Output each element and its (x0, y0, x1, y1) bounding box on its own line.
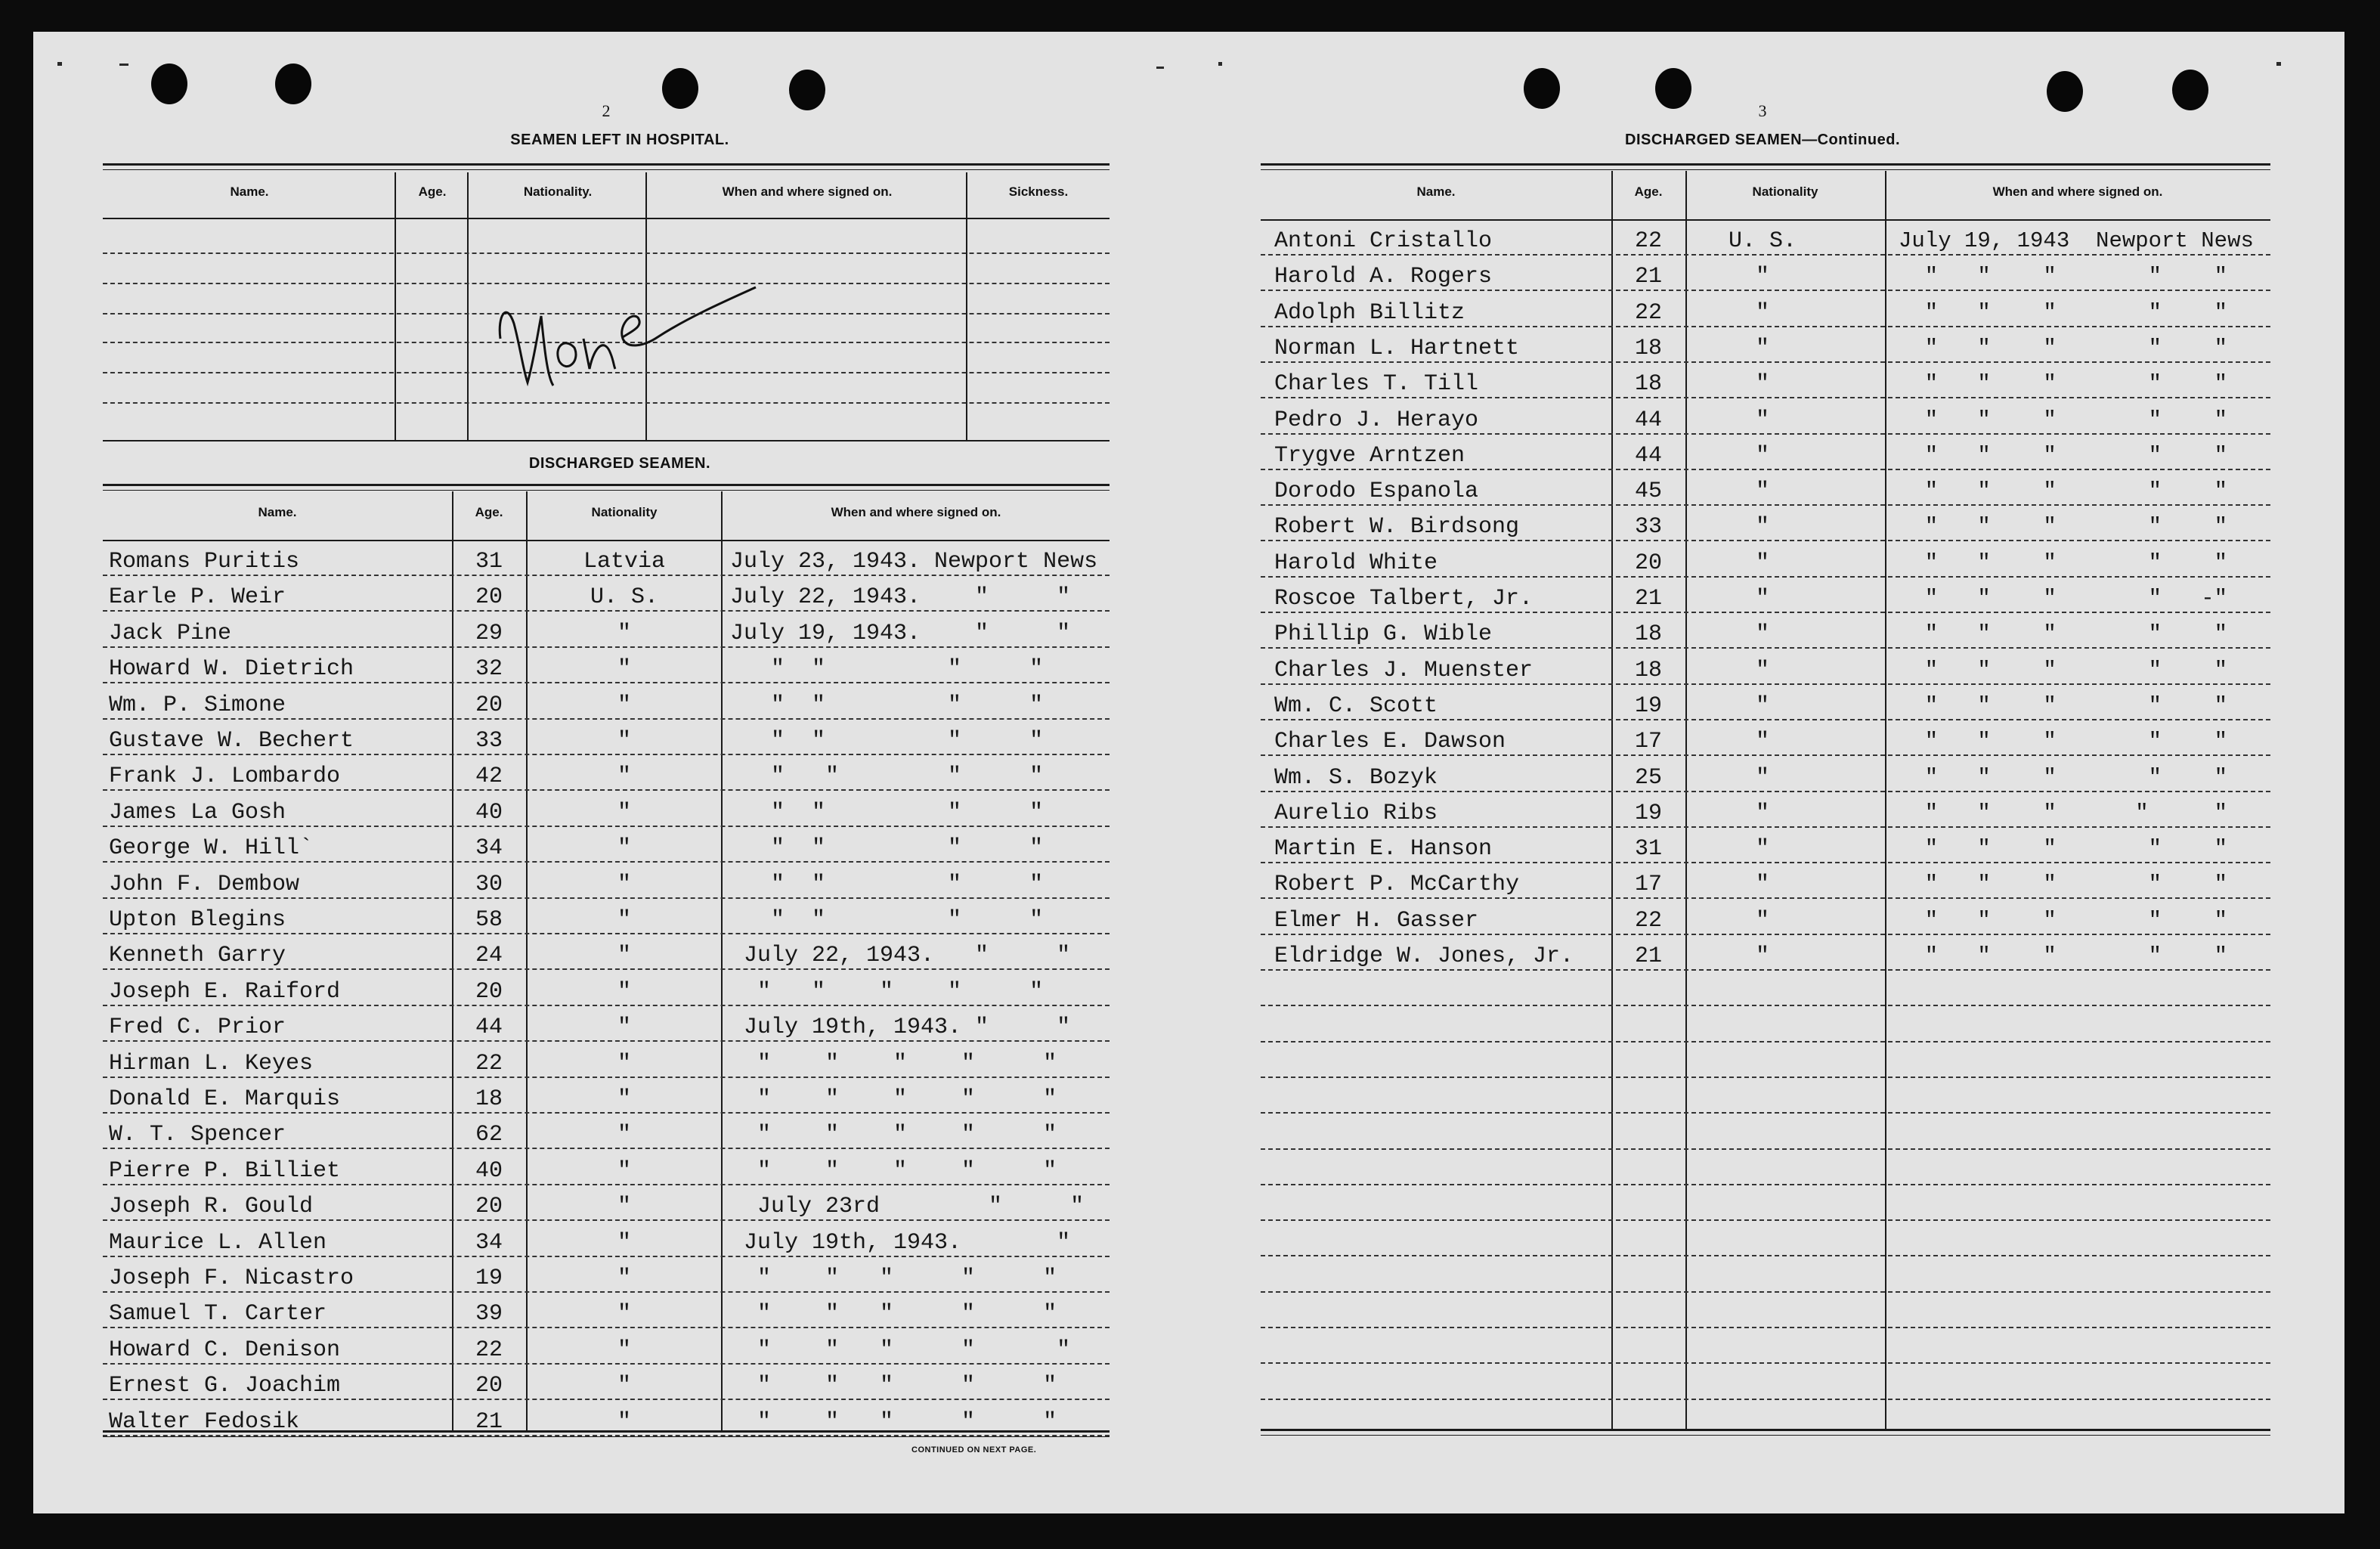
seaman-nationality: " (1755, 765, 1769, 791)
seaman-nationality: " (617, 1015, 631, 1040)
discharged-header-rule (103, 540, 1110, 541)
seaman-name: Eldridge W. Jones, Jr. (1274, 943, 1574, 969)
seaman-age: 44 (1634, 443, 1662, 469)
row-line (1261, 469, 2270, 470)
seaman-signed-on: " " " " (730, 907, 1044, 933)
seaman-nationality: " (617, 1194, 631, 1219)
row-line (1261, 969, 2270, 971)
row-line (1261, 862, 2270, 863)
discharged-col-age: Age. (475, 505, 503, 519)
seaman-age: 18 (475, 1086, 503, 1112)
discharged-col-divider (526, 491, 528, 1430)
seaman-nationality: " (617, 1301, 631, 1327)
seaman-name: George W. Hill` (109, 835, 314, 861)
seaman-signed-on: " " " " (730, 835, 1044, 861)
seaman-name: Robert P. McCarthy (1274, 872, 1520, 897)
seaman-age: 58 (475, 907, 503, 933)
seaman-name: Charles J. Muenster (1274, 658, 1534, 683)
row-line (103, 1291, 1110, 1293)
seaman-nationality: " (617, 1086, 631, 1112)
seaman-name: Howard W. Dietrich (109, 656, 354, 682)
seaman-signed-on: July 19, 1943. " " (730, 621, 1071, 646)
seaman-name: Hirman L. Keyes (109, 1051, 314, 1077)
seaman-name: Upton Blegins (109, 907, 286, 933)
right-top-rule (1261, 163, 2270, 166)
seaman-signed-on: July 19th, 1943. " " (730, 1015, 1071, 1040)
hospital-col-age: Age. (418, 184, 447, 199)
seaman-name: Antoni Cristallo (1274, 228, 1493, 254)
row-line (1261, 540, 2270, 541)
seaman-name: Frank J. Lombardo (109, 764, 341, 789)
seaman-age: 22 (1634, 228, 1662, 254)
seaman-nationality: U. S. (1728, 228, 1797, 254)
row-line (1261, 683, 2270, 685)
seaman-nationality: " (617, 1337, 631, 1363)
seaman-nationality: " (1755, 443, 1769, 469)
seaman-signed-on: " " " " " (1899, 443, 2228, 468)
seaman-signed-on: " " " " " (730, 1086, 1057, 1112)
seaman-age: 22 (1634, 908, 1662, 934)
hospital-section-title: SEAMEN LEFT IN HOSPITAL. (510, 132, 729, 148)
scan-speck (57, 62, 62, 66)
row-line (1261, 1255, 2270, 1256)
seaman-nationality: " (1755, 336, 1769, 361)
seaman-name: Romans Puritis (109, 549, 300, 575)
seaman-signed-on: " " " " (730, 764, 1044, 789)
row-line (103, 1327, 1110, 1328)
seaman-nationality: " (1755, 514, 1769, 540)
seaman-age: 20 (475, 692, 503, 718)
row-line (1261, 1041, 2270, 1042)
seaman-age: 19 (475, 1266, 503, 1291)
row-line (1261, 1327, 2270, 1328)
seaman-nationality: " (617, 1409, 631, 1435)
discharged-section-title: DISCHARGED SEAMEN. (528, 455, 711, 472)
row-line (1261, 504, 2270, 506)
seaman-name: Aurelio Ribs (1274, 801, 1438, 826)
seaman-nationality: " (617, 835, 631, 861)
seaman-nationality: Latvia (583, 549, 666, 575)
page-number: 3 (1758, 101, 1767, 120)
discharged-continued-title: DISCHARGED SEAMEN—Continued. (1625, 132, 1900, 148)
seaman-age: 22 (475, 1337, 503, 1363)
punch-hole (1524, 68, 1560, 109)
seaman-signed-on: July 19th, 1943. " (730, 1230, 1071, 1256)
seaman-signed-on: " " " " (730, 656, 1044, 682)
seaman-signed-on: " " " " (730, 800, 1044, 826)
right-col-signed: When and where signed on. (1992, 184, 2163, 199)
seaman-name: Elmer H. Gasser (1274, 908, 1479, 934)
row-line (1261, 719, 2270, 720)
hospital-col-signed: When and where signed on. (722, 184, 893, 199)
seaman-signed-on: " " " " " (1899, 336, 2228, 361)
row-line (103, 646, 1110, 648)
hospital-col-nationality: Nationality. (523, 184, 593, 199)
seaman-age: 62 (475, 1122, 503, 1148)
right-bottom-rule (1261, 1429, 2270, 1431)
right-col-nationality: Nationality (1752, 184, 1818, 199)
seaman-name: Martin E. Hanson (1274, 836, 1493, 862)
seaman-age: 29 (475, 621, 503, 646)
seaman-name: Ernest G. Joachim (109, 1373, 341, 1399)
seaman-signed-on: " " " " " (730, 1266, 1057, 1291)
seaman-age: 45 (1634, 479, 1662, 504)
row-line (103, 1256, 1110, 1257)
seaman-name: Kenneth Garry (109, 943, 286, 968)
seaman-name: Walter Fedosik (109, 1409, 300, 1435)
row-line (1261, 326, 2270, 327)
seaman-nationality: " (617, 872, 631, 897)
seaman-age: 20 (475, 1373, 503, 1399)
scan-speck (2276, 62, 2281, 66)
seaman-nationality: " (617, 1122, 631, 1148)
hospital-bottom-rule (103, 440, 1110, 441)
seaman-age: 34 (475, 835, 503, 861)
discharged-bottom-rule (103, 1430, 1110, 1433)
row-line (103, 754, 1110, 755)
seaman-signed-on: " " " " " (1899, 514, 2228, 539)
seaman-signed-on: " " " " " (1899, 693, 2228, 718)
hospital-col-sickness: Sickness. (1008, 184, 1069, 199)
row-line (103, 897, 1110, 899)
seaman-age: 44 (475, 1015, 503, 1040)
seaman-age: 44 (1634, 407, 1662, 433)
seaman-age: 19 (1634, 801, 1662, 826)
seaman-nationality: " (1755, 658, 1769, 683)
seaman-name: Gustave W. Bechert (109, 728, 354, 754)
seaman-name: Joseph R. Gould (109, 1194, 314, 1219)
seaman-name: Charles E. Dawson (1274, 729, 1506, 754)
seaman-age: 33 (475, 728, 503, 754)
discharged-top-rule (103, 484, 1110, 486)
seaman-nationality: " (617, 1373, 631, 1399)
seaman-name: Trygve Arntzen (1274, 443, 1465, 469)
seaman-signed-on: " " " " -" (1899, 586, 2228, 611)
seaman-age: 18 (1634, 336, 1662, 361)
seaman-signed-on: " " " " " (730, 1158, 1057, 1184)
right-bottom-rule-2 (1261, 1435, 2270, 1436)
seaman-name: Fred C. Prior (109, 1015, 286, 1040)
seaman-signed-on: " " " " (730, 692, 1044, 718)
row-line (1261, 576, 2270, 578)
row-line (1261, 1112, 2270, 1114)
page-number: 2 (602, 101, 611, 120)
seaman-age: 25 (1634, 765, 1662, 791)
punch-hole (2172, 70, 2208, 110)
row-line (1261, 897, 2270, 899)
seaman-signed-on: " " " " " (1899, 943, 2228, 968)
seaman-name: Harold A. Rogers (1274, 264, 1493, 290)
discharged-bottom-rule-2 (103, 1436, 1110, 1437)
seaman-name: Charles T. Till (1274, 371, 1479, 397)
discharged-col-divider (452, 491, 453, 1430)
seaman-nationality: " (1755, 801, 1769, 826)
seaman-nationality: " (617, 1266, 631, 1291)
hospital-col-name: Name. (230, 184, 269, 199)
row-line (1261, 826, 2270, 828)
row-line (1261, 290, 2270, 291)
seaman-nationality: " (1755, 693, 1769, 719)
seaman-age: 18 (1634, 621, 1662, 647)
seaman-signed-on: " " " " (730, 872, 1044, 897)
row-line (1261, 934, 2270, 935)
seaman-name: James La Gosh (109, 800, 286, 826)
seaman-name: Joseph E. Raiford (109, 979, 341, 1005)
seaman-signed-on: " " " " (730, 728, 1044, 754)
row-line (103, 575, 1110, 576)
seaman-signed-on: July 22, 1943. " " (730, 584, 1071, 610)
seaman-name: Maurice L. Allen (109, 1230, 327, 1256)
scan-speck (1156, 67, 1164, 69)
right-col-name: Name. (1416, 184, 1456, 199)
seaman-age: 17 (1634, 872, 1662, 897)
seaman-name: W. T. Spencer (109, 1122, 286, 1148)
seaman-signed-on: " " " " " (730, 1051, 1057, 1077)
seaman-name: Pedro J. Herayo (1274, 407, 1479, 433)
seaman-nationality: " (617, 656, 631, 682)
seaman-age: 21 (1634, 264, 1662, 290)
row-line (1261, 1005, 2270, 1006)
handwritten-none (484, 248, 771, 399)
row-line (103, 1005, 1110, 1006)
punch-hole (275, 64, 311, 104)
seaman-name: Wm. C. Scott (1274, 693, 1438, 719)
seaman-nationality: " (617, 728, 631, 754)
seaman-signed-on: " " " " " (1899, 801, 2228, 826)
seaman-signed-on: " " " " " (1899, 872, 2228, 897)
seaman-name: Donald E. Marquis (109, 1086, 341, 1112)
hospital-row-line (103, 402, 1110, 404)
row-line (1261, 612, 2270, 613)
row-line (103, 1184, 1110, 1185)
scan-speck (119, 64, 128, 66)
punch-hole (151, 64, 187, 104)
scan-speck (1218, 62, 1222, 66)
seaman-name: Norman L. Hartnett (1274, 336, 1520, 361)
seaman-signed-on: " " " " " (1899, 729, 2228, 754)
row-line (103, 1363, 1110, 1365)
right-col-divider (1685, 171, 1687, 1429)
seaman-signed-on: " " " " " (730, 1373, 1057, 1399)
row-line (103, 1148, 1110, 1149)
seaman-age: 31 (475, 549, 503, 575)
row-line (103, 933, 1110, 934)
seaman-age: 20 (475, 979, 503, 1005)
row-line (1261, 1291, 2270, 1293)
seaman-nationality: " (1755, 371, 1769, 397)
seaman-age: 30 (475, 872, 503, 897)
seaman-name: Howard C. Denison (109, 1337, 341, 1363)
seaman-age: 24 (475, 943, 503, 968)
seaman-nationality: " (1755, 300, 1769, 326)
seaman-nationality: " (617, 943, 631, 968)
discharged-top-rule-2 (103, 490, 1110, 491)
row-line (103, 826, 1110, 827)
seaman-age: 22 (475, 1051, 503, 1077)
seaman-signed-on: " " " " " (1899, 300, 2228, 325)
hospital-header-rule (103, 218, 1110, 219)
row-line (1261, 1399, 2270, 1400)
seaman-name: Wm. S. Bozyk (1274, 765, 1438, 791)
row-line (103, 968, 1110, 970)
row-line (1261, 1077, 2270, 1078)
row-line (103, 1077, 1110, 1078)
seaman-signed-on: July 22, 1943. " " (730, 943, 1071, 968)
seaman-name: Dorodo Espanola (1274, 479, 1479, 504)
seaman-nationality: " (1755, 621, 1769, 647)
seaman-name: Harold White (1274, 550, 1438, 576)
row-line (103, 861, 1110, 863)
seaman-signed-on: " " " " " (730, 1122, 1057, 1148)
seaman-age: 20 (475, 1194, 503, 1219)
right-top-rule-2 (1261, 169, 2270, 170)
seaman-signed-on: July 19, 1943 Newport News (1899, 228, 2254, 253)
seaman-nationality: " (1755, 264, 1769, 290)
right-header-rule (1261, 219, 2270, 221)
seaman-age: 39 (475, 1301, 503, 1327)
seaman-name: Adolph Billitz (1274, 300, 1465, 326)
seaman-signed-on: July 23, 1943. Newport News (730, 549, 1098, 575)
seaman-name: Roscoe Talbert, Jr. (1274, 586, 1534, 612)
hospital-top-rule-2 (103, 169, 1110, 170)
row-line (1261, 1362, 2270, 1364)
seaman-nationality: " (1755, 943, 1769, 969)
seaman-age: 21 (1634, 943, 1662, 969)
seaman-name: Wm. P. Simone (109, 692, 286, 718)
seaman-age: 40 (475, 1158, 503, 1184)
seaman-signed-on: " " " " " (1899, 371, 2228, 396)
row-line (1261, 397, 2270, 398)
punch-hole (789, 70, 825, 110)
seaman-signed-on: " " " " " (730, 1301, 1057, 1327)
seaman-nationality: " (617, 1230, 631, 1256)
continued-note: CONTINUED ON NEXT PAGE. (911, 1445, 1037, 1455)
seaman-age: 40 (475, 800, 503, 826)
seaman-nationality: " (617, 621, 631, 646)
seaman-nationality: " (1755, 586, 1769, 612)
seaman-age: 17 (1634, 729, 1662, 754)
seaman-nationality: " (617, 979, 631, 1005)
seaman-signed-on: " " " " " (1899, 550, 2228, 575)
row-line (1261, 361, 2270, 363)
seaman-age: 18 (1634, 371, 1662, 397)
seaman-name: Joseph F. Nicastro (109, 1266, 354, 1291)
seaman-age: 20 (475, 584, 503, 610)
seaman-nationality: " (1755, 729, 1769, 754)
discharged-col-signed: When and where signed on. (831, 505, 1001, 519)
row-line (103, 1040, 1110, 1042)
seaman-nationality: " (1755, 872, 1769, 897)
seaman-name: Robert W. Birdsong (1274, 514, 1520, 540)
seaman-nationality: " (617, 907, 631, 933)
hospital-top-rule (103, 163, 1110, 166)
seaman-signed-on: " " " " " (1899, 264, 2228, 289)
seaman-age: 31 (1634, 836, 1662, 862)
seaman-nationality: " (617, 1051, 631, 1077)
seaman-signed-on: " " " " " (1899, 407, 2228, 432)
seaman-age: 18 (1634, 658, 1662, 683)
seaman-age: 34 (475, 1230, 503, 1256)
seaman-signed-on: " " " " " (1899, 765, 2228, 790)
seaman-signed-on: July 23rd " " (730, 1194, 1085, 1219)
row-line (103, 682, 1110, 683)
row-line (103, 1219, 1110, 1221)
seaman-age: 21 (1634, 586, 1662, 612)
seaman-nationality: " (617, 1158, 631, 1184)
discharged-col-nationality: Nationality (591, 505, 658, 519)
seaman-nationality: " (617, 692, 631, 718)
seaman-signed-on: " " " " " (730, 1409, 1057, 1435)
seaman-nationality: " (617, 764, 631, 789)
row-line (103, 610, 1110, 612)
seaman-nationality: " (1755, 479, 1769, 504)
hospital-col-divider (966, 172, 967, 441)
hospital-col-divider (395, 172, 396, 441)
right-col-divider (1611, 171, 1613, 1429)
seaman-name: Phillip G. Wible (1274, 621, 1493, 647)
row-line (103, 1112, 1110, 1114)
row-line (1261, 1184, 2270, 1185)
seaman-signed-on: " " " " " (730, 1337, 1071, 1363)
row-line (1261, 754, 2270, 756)
seaman-name: Earle P. Weir (109, 584, 286, 610)
seaman-age: 20 (1634, 550, 1662, 576)
seaman-name: Samuel T. Carter (109, 1301, 327, 1327)
row-line (1261, 647, 2270, 649)
row-line (1261, 1148, 2270, 1150)
seaman-name: John F. Dembow (109, 872, 300, 897)
right-col-divider (1885, 171, 1886, 1429)
row-line (103, 789, 1110, 791)
row-line (103, 1399, 1110, 1400)
seaman-name: Jack Pine (109, 621, 232, 646)
seaman-age: 22 (1634, 300, 1662, 326)
seaman-nationality: " (617, 800, 631, 826)
row-line (1261, 1219, 2270, 1221)
seaman-signed-on: " " " " " (1899, 621, 2228, 646)
right-col-age: Age. (1634, 184, 1663, 199)
discharged-col-divider (721, 491, 723, 1430)
row-line (103, 718, 1110, 720)
row-line (1261, 433, 2270, 435)
punch-hole (1655, 68, 1691, 109)
seaman-age: 19 (1634, 693, 1662, 719)
seaman-nationality: " (1755, 550, 1769, 576)
punch-hole (2047, 71, 2083, 112)
seaman-nationality: " (1755, 836, 1769, 862)
seaman-age: 42 (475, 764, 503, 789)
seaman-age: 32 (475, 656, 503, 682)
row-line (1261, 791, 2270, 792)
seaman-signed-on: " " " " " (1899, 479, 2228, 503)
seaman-nationality: " (1755, 908, 1769, 934)
discharged-col-name: Name. (258, 505, 297, 519)
seaman-nationality: U. S. (590, 584, 658, 610)
seaman-age: 21 (475, 1409, 503, 1435)
seaman-age: 33 (1634, 514, 1662, 540)
seaman-nationality: " (1755, 407, 1769, 433)
punch-hole (662, 68, 698, 109)
seaman-signed-on: " " " " " (730, 979, 1044, 1005)
row-line (1261, 254, 2270, 256)
seaman-signed-on: " " " " " (1899, 658, 2228, 683)
seaman-signed-on: " " " " " (1899, 836, 2228, 861)
seaman-signed-on: " " " " " (1899, 908, 2228, 933)
hospital-col-divider (467, 172, 469, 441)
seaman-name: Pierre P. Billiet (109, 1158, 341, 1184)
